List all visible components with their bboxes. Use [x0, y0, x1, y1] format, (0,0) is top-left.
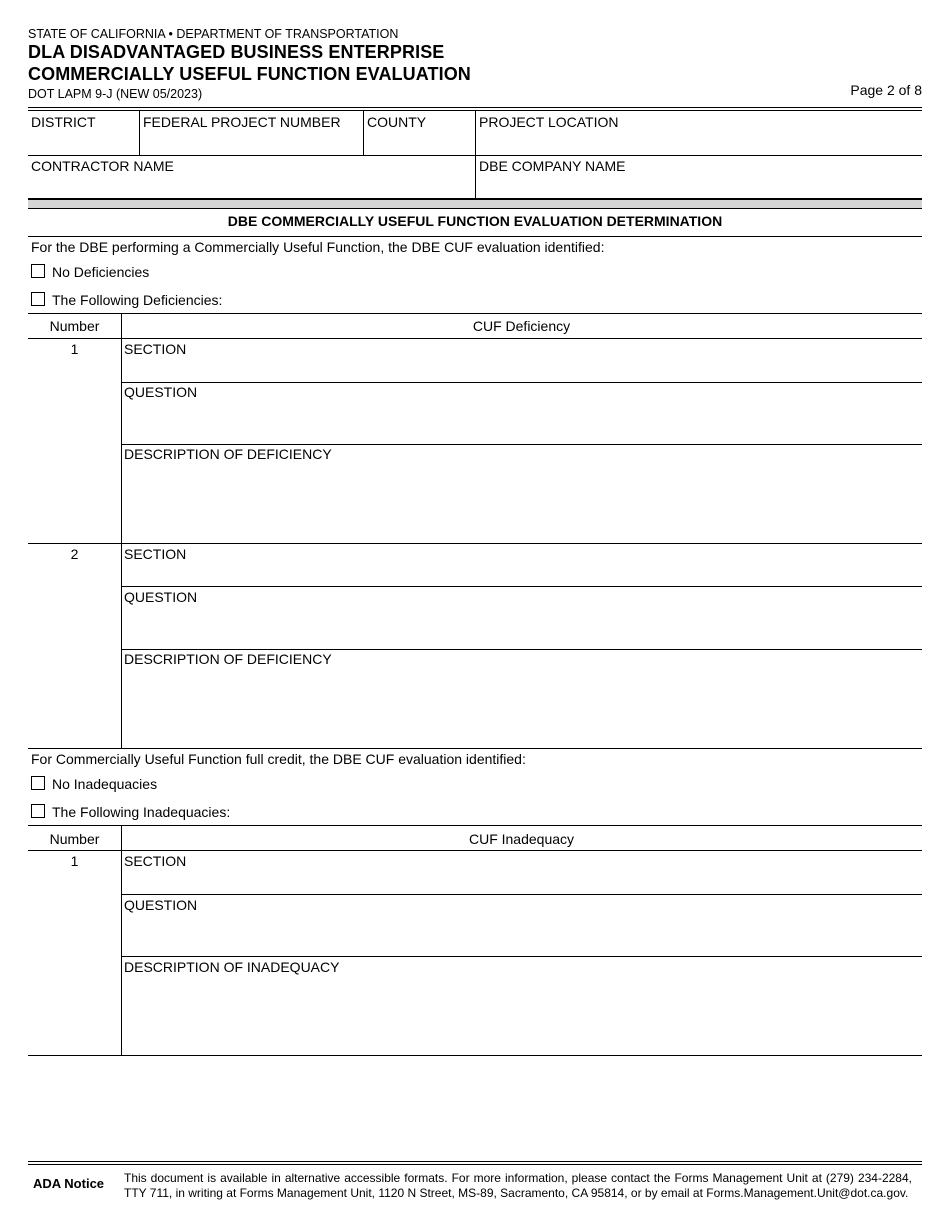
- divider: [121, 313, 122, 748]
- divider: [28, 748, 922, 749]
- divider: [28, 1055, 922, 1056]
- divider: [121, 894, 922, 895]
- inadequacy-column-header: CUF Inadequacy: [468, 831, 575, 847]
- divider: [121, 382, 922, 383]
- divider: [28, 107, 922, 108]
- deficiency-1-description-field[interactable]: DESCRIPTION OF DEFICIENCY: [124, 446, 332, 462]
- following-inadequacies-label: The Following Inadequacies:: [52, 804, 231, 820]
- contractor-name-field[interactable]: CONTRACTOR NAME: [31, 158, 174, 174]
- inadequacy-number-header: Number: [49, 831, 100, 847]
- divider: [139, 110, 140, 155]
- federal-project-number-field[interactable]: FEDERAL PROJECT NUMBER: [143, 114, 341, 130]
- divider: [363, 110, 364, 155]
- form-title-line-1: DLA DISADVANTAGED BUSINESS ENTERPRISE: [28, 42, 445, 62]
- deficiency-row-number: 1: [70, 341, 79, 357]
- no-deficiencies-label: No Deficiencies: [52, 264, 150, 280]
- dbe-company-name-field[interactable]: DBE COMPANY NAME: [479, 158, 626, 174]
- deficiency-row-number: 2: [70, 546, 79, 562]
- county-field[interactable]: COUNTY: [367, 114, 427, 130]
- no-inadequacies-label: No Inadequacies: [52, 776, 158, 792]
- divider: [121, 956, 922, 957]
- divider: [28, 1164, 922, 1165]
- inadequacy-row-number: 1: [70, 853, 79, 869]
- deficiency-1-section-field[interactable]: SECTION: [124, 341, 187, 357]
- ada-notice-title: ADA Notice: [33, 1176, 105, 1191]
- project-location-field[interactable]: PROJECT LOCATION: [479, 114, 619, 130]
- divider: [121, 586, 922, 587]
- divider: [28, 543, 922, 544]
- divider: [28, 825, 922, 826]
- deficiency-1-question-field[interactable]: QUESTION: [124, 384, 198, 400]
- divider: [475, 110, 476, 198]
- agency-line: STATE OF CALIFORNIA • DEPARTMENT OF TRANSPORTATION: [28, 27, 399, 41]
- form-id: DOT LAPM 9-J (NEW 05/2023): [28, 87, 203, 101]
- cuf-intro-text: For the DBE performing a Commercially Useful Function, the DBE CUF evaluation identified:: [31, 239, 605, 255]
- inadequacy-1-section-field[interactable]: SECTION: [124, 853, 187, 869]
- divider: [121, 444, 922, 445]
- deficiency-number-header: Number: [49, 318, 100, 334]
- following-inadequacies-checkbox[interactable]: [31, 804, 45, 818]
- deficiency-column-header: CUF Deficiency: [472, 318, 571, 334]
- no-inadequacies-checkbox[interactable]: [31, 776, 45, 790]
- divider: [28, 850, 922, 851]
- form-title-line-2: COMMERCIALLY USEFUL FUNCTION EVALUATION: [28, 64, 471, 84]
- inadequacy-1-description-field[interactable]: DESCRIPTION OF INADEQUACY: [124, 959, 340, 975]
- inadequacy-1-question-field[interactable]: QUESTION: [124, 897, 198, 913]
- following-deficiencies-label: The Following Deficiencies:: [52, 292, 223, 308]
- following-deficiencies-checkbox[interactable]: [31, 292, 45, 306]
- section-title: DBE COMMERCIALLY USEFUL FUNCTION EVALUATION DETERMINATION: [227, 213, 723, 229]
- divider: [28, 338, 922, 339]
- district-field[interactable]: DISTRICT: [31, 114, 96, 130]
- deficiency-2-description-field[interactable]: DESCRIPTION OF DEFICIENCY: [124, 651, 332, 667]
- divider: [121, 825, 122, 1055]
- deficiency-2-section-field[interactable]: SECTION: [124, 546, 187, 562]
- divider: [28, 1161, 922, 1162]
- credit-intro-text: For Commercially Useful Function full credit, the DBE CUF evaluation identified:: [31, 751, 526, 767]
- no-deficiencies-checkbox[interactable]: [31, 264, 45, 278]
- section-separator: [28, 199, 922, 209]
- divider: [28, 236, 922, 237]
- ada-notice-text: This document is available in alternative accessible formats. For more information, please contact the Forms Management Unit at (279) 234-2284, TTY 711, in writing at Forms Management Unit, 1120 N Street, MS-89, Sacramento, CA 95814, or by email at Forms.Management.Unit@dot.ca.gov.: [124, 1171, 912, 1200]
- divider: [121, 649, 922, 650]
- deficiency-2-question-field[interactable]: QUESTION: [124, 589, 198, 605]
- page-number: Page 2 of 8: [850, 82, 922, 98]
- divider: [28, 313, 922, 314]
